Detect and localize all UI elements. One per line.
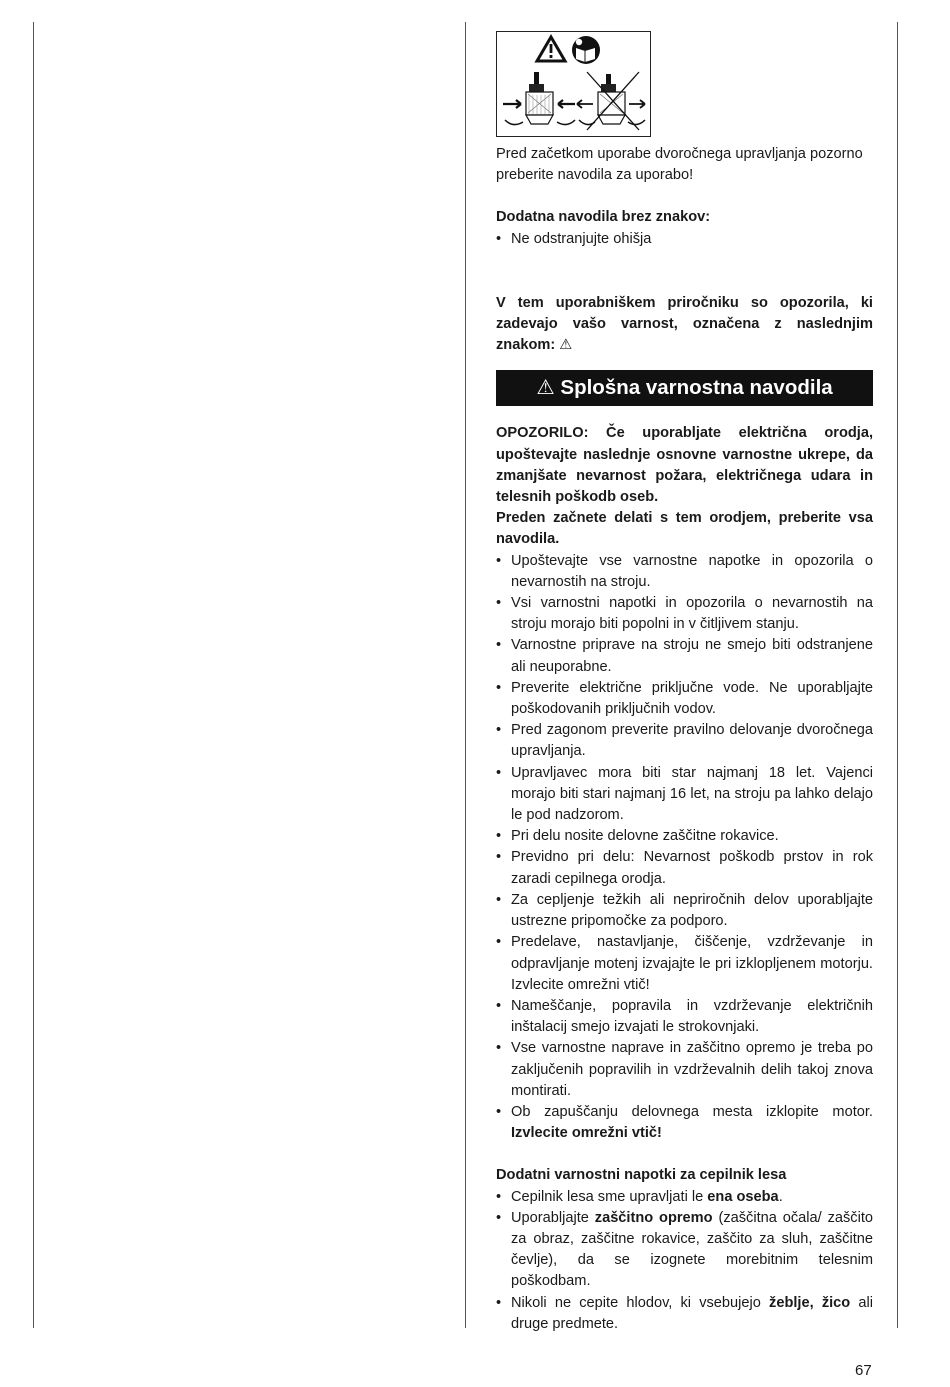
item-text: Nikoli ne cepite hlodov, ki vsebujejo: [511, 1294, 761, 1311]
item-text: Uporabljajte: [511, 1209, 589, 1226]
list-item: • Previdno pri delu: Nevarnost poškodb prstov in rok zaradi cepilnega orodja.: [496, 847, 873, 889]
pictogram-svg: [497, 32, 652, 138]
column-divider-rule: [465, 22, 466, 1328]
item-emphasis: žeblje, žico: [769, 1294, 851, 1311]
list-item: • Vsi varnostni napotki in opozorila o nevarnostih na stroju morajo biti popolni in v čitljivem stanju.: [496, 593, 873, 635]
read-manual-icon: [572, 36, 600, 64]
warning-triangle-icon: [537, 37, 565, 61]
list-item: • Pred zagonom preverite pravilno delovanje dvoročnega upravljanja.: [496, 720, 873, 762]
correct-use-icon: [503, 72, 575, 125]
warning-notice-text: V tem uporabniškem priročniku so opozorila, ki zadevajo vašo varnost, označena z naslednjim znakom:: [496, 294, 873, 354]
warning-block: OPOZORILO: Če uporabljate električna orodja, upoštevajte naslednje osnovne varnostne ukrepe, da zmanjšate nevarnost požara, električnega udara in telesnih poškodb oseb.: [496, 425, 873, 506]
list-item: • Za cepljenje težkih ali nepriročnih delov uporabljajte ustrezne pripomočke za podporo.: [496, 890, 873, 932]
list-item: • Upravljavec mora biti star najmanj 18 let. Vajenci morajo biti stari najmanj 16 let, na stroju pa lahko delajo le pod nadzorom.: [496, 763, 873, 827]
item-emphasis: ena oseba: [707, 1188, 779, 1205]
list-item: • Preverite električne priključne vode. Ne uporabljajte poškodovanih priključnih vodov.: [496, 678, 873, 720]
list-item: • Varnostne priprave na stroju ne smejo biti odstranjene ali neuporabne.: [496, 635, 873, 677]
unplug-warning: Izvlecite omrežni vtič!: [511, 1125, 662, 1142]
left-margin-rule: [33, 22, 34, 1328]
wrong-use-icon: [577, 72, 645, 130]
item-text-end: .: [778, 1188, 783, 1205]
main-column: [496, 31, 873, 1335]
item-text: Cepilnik lesa sme upravljati le: [511, 1188, 704, 1205]
warning-notice: [496, 293, 873, 357]
additional-list: [496, 229, 873, 250]
item-text-end: (zaščitna očala/ zaščito za obraz, zaščitne rokavice, zaščito za sluh, zaščitne čevlje), da se izognete morebitnim telesnim poškodbam.: [511, 1209, 873, 1290]
list-item: • Nameščanje, popravila in vzdrževanje električnih inštalacij smejo izvajati le strokovnjaki.: [496, 996, 873, 1038]
general-safety-list: [496, 551, 873, 1145]
warning-triangle-icon: ⚠: [536, 376, 555, 400]
list-item: [496, 1187, 873, 1208]
list-item: • Upoštevajte vse varnostne napotke in opozorila o nevarnostih na stroju.: [496, 551, 873, 593]
right-margin-rule: [897, 22, 898, 1328]
section-heading: [496, 370, 873, 406]
splitter-safety-list: [496, 1187, 873, 1335]
list-item: [496, 1208, 873, 1293]
item-text-end: ali druge predmete.: [511, 1294, 873, 1332]
additional-title: Dodatna navodila brez znakov:: [496, 209, 711, 226]
list-item-text: Ob zapuščanju delovnega mesta izklopite motor.: [511, 1103, 873, 1120]
list-item: • Vse varnostne naprave in zaščitno opremo je treba po zaključenih popravilih in vzdrževalnih delih takoj znova montirati.: [496, 1038, 873, 1102]
list-item: • Predelave, nastavljanje, čiščenje, vzdrževanje in odpravljanje motenj izvajajte le pri izklopljenem motorju. Izvlecite omrežni vtič!: [496, 932, 873, 996]
list-item: • Pri delu nosite delovne zaščitne rokavice.: [496, 826, 873, 847]
splitter-safety-title: Dodatni varnostni napotki za cepilnik lesa: [496, 1167, 787, 1184]
warning-triangle-icon: ⚠: [559, 337, 573, 354]
list-item: [496, 1293, 873, 1335]
list-item: • Ne odstranjujte ohišja: [496, 229, 873, 250]
list-item: [496, 1102, 873, 1144]
safety-pictogram: [496, 31, 651, 137]
read-all-instructions: Preden začnete delati s tem orodjem, preberite vsa navodila.: [496, 510, 873, 548]
intro-text: Pred začetkom uporabe dvoročnega upravljanja pozorno preberite navodila za uporabo!: [496, 146, 863, 184]
page-number: 67: [855, 1362, 872, 1379]
item-emphasis: zaščitno opremo: [594, 1209, 713, 1226]
section-heading-text: Splošna varnostna navodila: [560, 376, 833, 400]
